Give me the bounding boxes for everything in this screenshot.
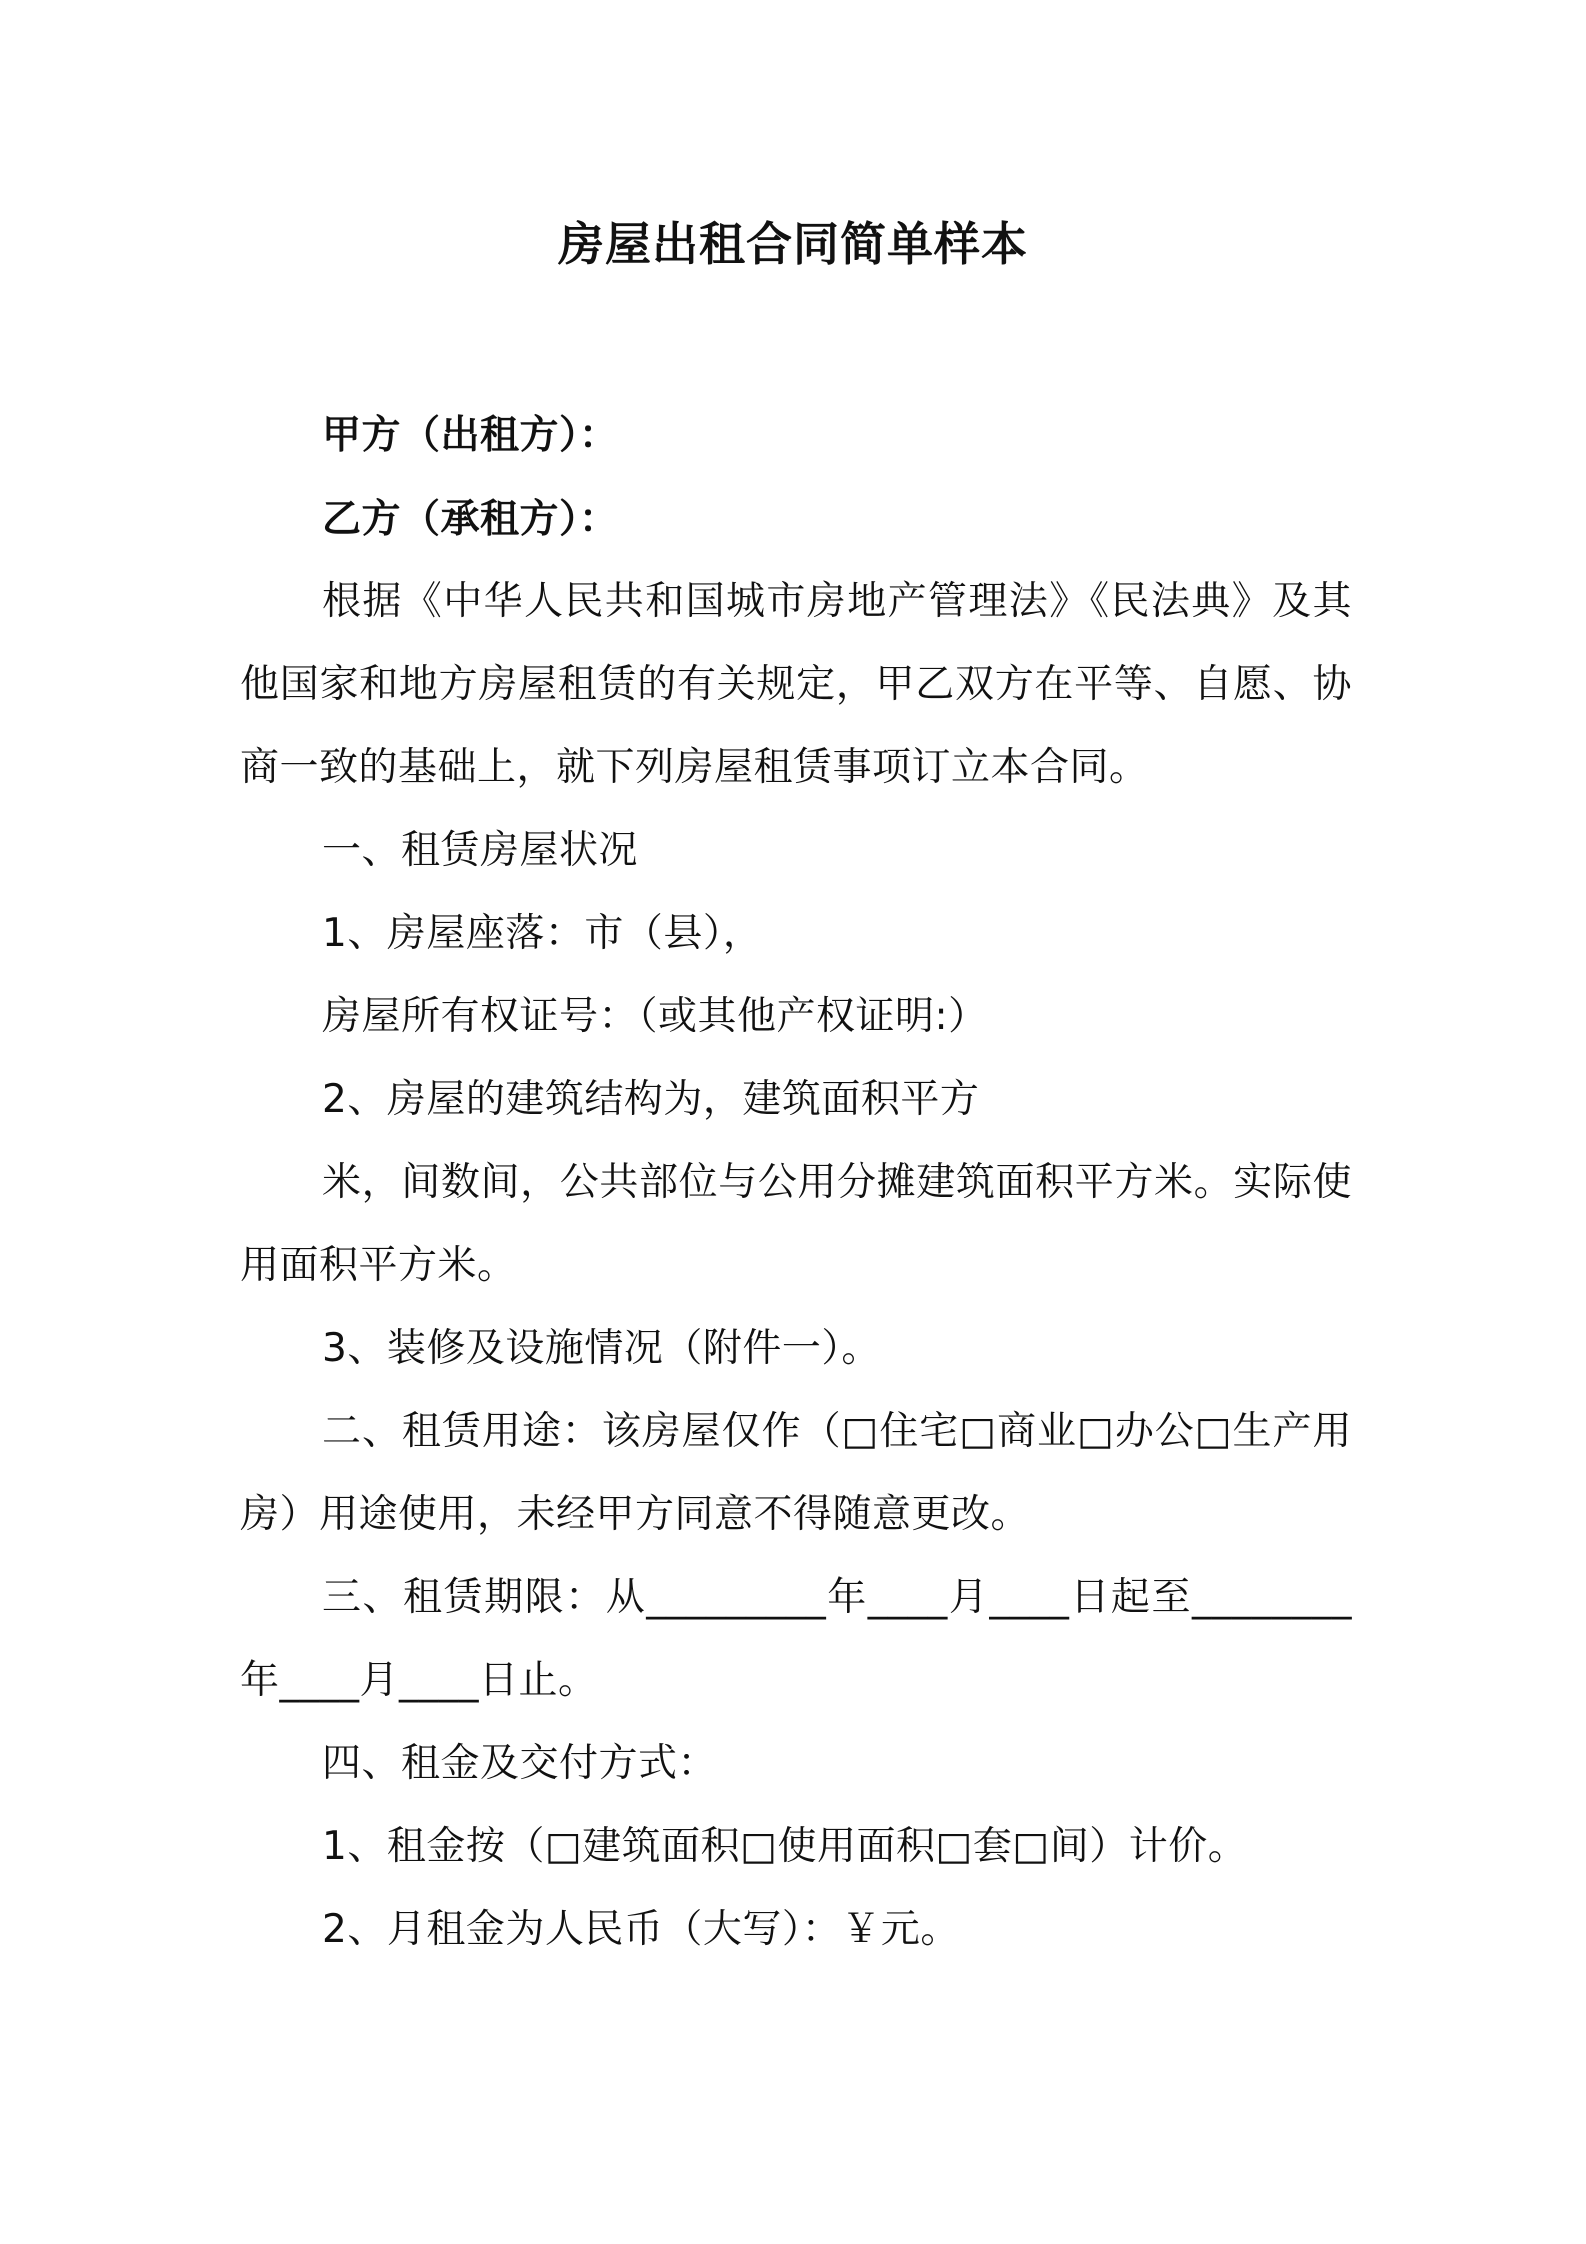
document-title: 房屋出租合同简单样本	[558, 217, 1028, 271]
section-1-certificate: 房屋所有权证号：（或其他产权证明:）	[322, 994, 988, 1039]
section-4-item-1: 1、租金按（□建筑面积□使用面积□套□间）计价。	[322, 1824, 1248, 1869]
section-2-line-2: 房）用途使用，未经甲方同意不得随意更改。	[240, 1492, 1031, 1537]
section-4-item-2: 2、月租金为人民币（大写）：￥元。	[322, 1907, 960, 1952]
section-1-item-3: 3、装修及设施情况（附件一）。	[322, 1326, 881, 1371]
section-3-line-2: 年____月____日止。	[240, 1658, 598, 1703]
section-1-item-2-cont: 米，间数间，公共部位与公用分摊建筑面积平方米。实际使	[322, 1160, 1352, 1205]
preamble-line-1: 根据《中华人民共和国城市房地产管理法》《民法典》及其	[322, 579, 1352, 624]
section-1-item-2-end: 用面积平方米。	[240, 1243, 517, 1288]
section-1-item-1: 1、房屋座落：市（县），	[322, 911, 763, 956]
section-3-line-1: 三、租赁期限：从_________年____月____日起至________	[322, 1575, 1352, 1620]
section-4-heading: 四、租金及交付方式：	[322, 1741, 718, 1786]
party-b-line: 乙方（承租方）：	[322, 497, 619, 542]
section-1-heading: 一、租赁房屋状况	[322, 828, 639, 873]
section-1-item-2: 2、房屋的建筑结构为，建筑面积平方	[322, 1077, 980, 1122]
preamble-line-2: 他国家和地方房屋租赁的有关规定，甲乙双方在平等、自愿、协	[240, 662, 1352, 707]
section-2-line-1: 二、租赁用途：该房屋仅作（□住宅□商业□办公□生产用	[322, 1409, 1352, 1454]
party-a-line: 甲方（出租方）：	[322, 413, 619, 458]
preamble-line-3: 商一致的基础上，就下列房屋租赁事项订立本合同。	[240, 745, 1149, 790]
